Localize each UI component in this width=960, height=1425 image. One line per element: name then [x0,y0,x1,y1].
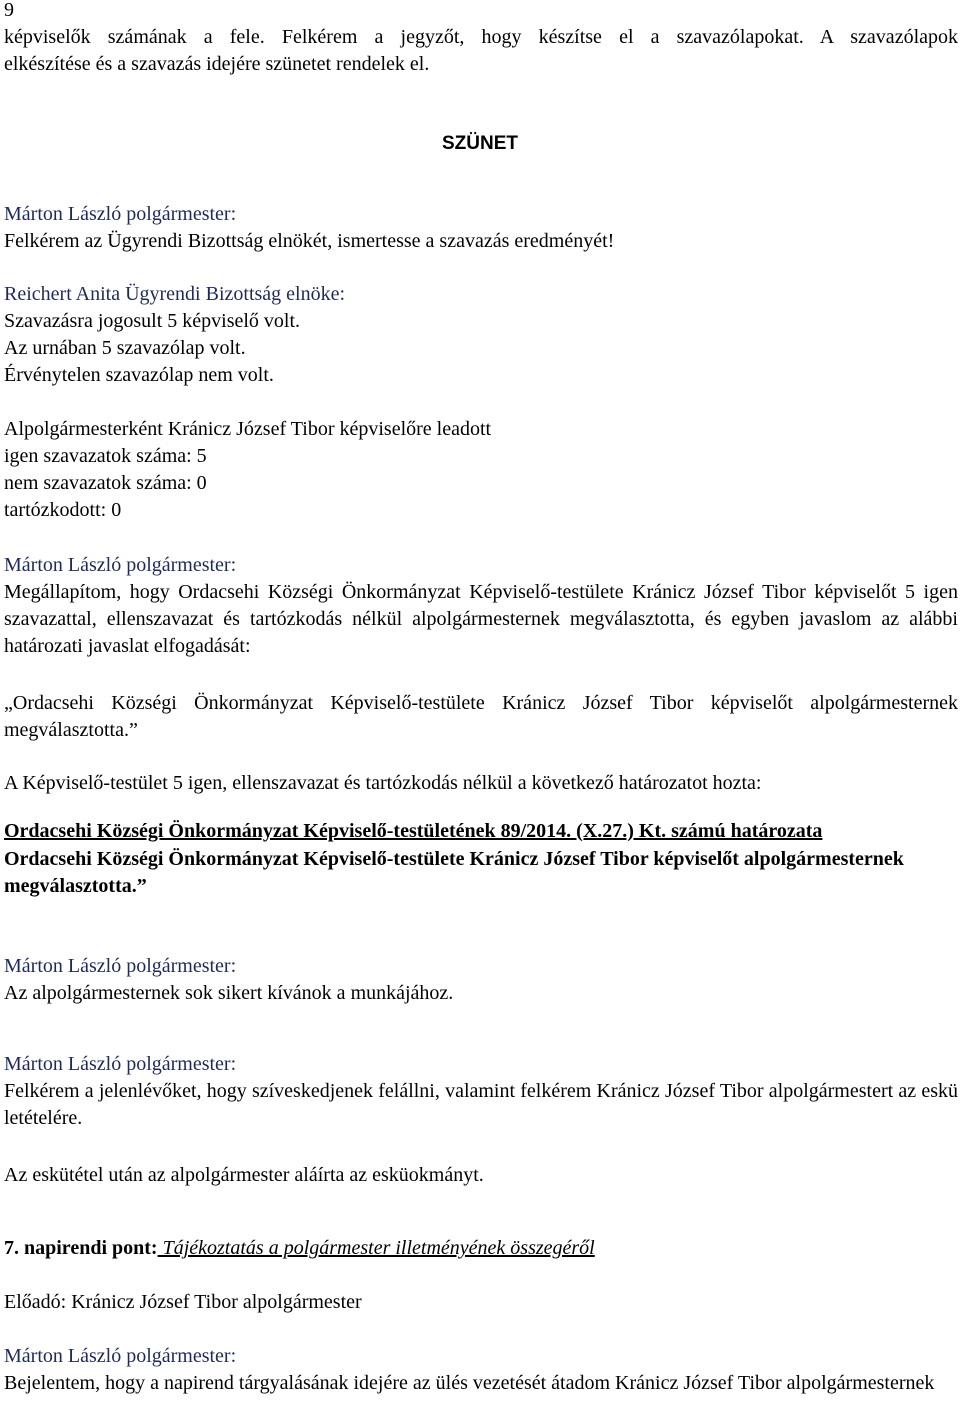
speaker3-text: Megállapítom, hogy Ordacsehi Községi Önkormányzat Képviselő-testülete Kránicz József Tibor képviselőt 5 igen szavazattal, ellenszavazat és tartózkodás nélkül alpolgármesternek megválasztotta, és egyben javaslom az alábbi határozati javaslat elfogadását: [4,581,958,657]
speaker1-text: Felkérem az Ügyrendi Bizottság elnökét, ismertesse a szavazás eredményét! [4,230,615,252]
intro-paragraph [4,24,958,78]
speaker2-name: Reichert Anita Ügyrendi Bizottság elnöke: [4,283,346,305]
presenter: Előadó: Kránicz József Tibor alpolgármester [4,1291,362,1313]
speaker2-line-1: Szavazásra jogosult 5 képviselő volt. [4,310,301,332]
vote-statement: A Képviselő-testület 5 igen, ellenszavazat és tartózkodás nélkül a következő határozatot hozta: [4,772,762,794]
vote-result-line-2: igen szavazatok száma: 5 [4,445,207,467]
vote-result-section [4,416,958,524]
speaker5-text: Felkérem a jelenlévőket, hogy szíveskedjenek felállni, valamint felkérem Kránicz József Tibor alpolgármestert az eskü letételére. [4,1080,958,1129]
intro-line-2: elkészítése és a szavazás idejére szünetet rendelek el. [4,53,430,75]
agenda-label: 7. napirendi pont: [4,1237,158,1259]
proposal-section [4,690,958,744]
speaker1-name: Márton László polgármester: [4,203,237,225]
speaker6-text: Bejelentem, hogy a napirend tárgyalásának idejére az ülés vezetését átadom Kránicz József Tibor alpolgármesternek [4,1372,935,1394]
agenda-section [4,1235,958,1262]
speaker1-section [4,201,958,255]
agenda-line [4,1235,958,1262]
resolution-section [4,818,958,900]
intro-line-1: képviselők számának a fele. Felkérem a jegyzőt, hogy készítse el a szavazólapokat. A szavazólapok [4,26,958,48]
speaker4-section [4,953,958,1007]
page-number: 9 [4,0,14,21]
speaker6-name: Márton László polgármester: [4,1345,237,1367]
speaker6-section [4,1343,958,1397]
speaker2-line-2: Az urnában 5 szavazólap volt. [4,337,246,359]
speaker4-name: Márton László polgármester: [4,955,237,977]
speaker3-name: Márton László polgármester: [4,554,237,576]
resolution-text: Ordacsehi Községi Önkormányzat Képviselő-testülete Kránicz József Tibor képviselőt alpolgármesternek megválasztotta.” [4,848,904,897]
vote-statement-section [4,770,958,797]
speaker3-section [4,552,958,660]
vote-result-line-4: tartózkodott: 0 [4,499,122,521]
speaker2-section [4,281,958,389]
proposal-text: „Ordacsehi Községi Önkormányzat Képviselő-testülete Kránicz József Tibor képviselőt alpolgármesternek megválasztotta.” [4,692,958,741]
break-heading: SZÜNET [442,133,518,154]
agenda-title: Tájékoztatás a polgármester illetményének összegéről [157,1237,595,1259]
speaker5-name: Márton László polgármester: [4,1053,237,1075]
speaker5-section [4,1051,958,1132]
oath-note-section [4,1162,958,1189]
vote-result-line-1: Alpolgármesterként Kránicz József Tibor képviselőre leadott [4,418,492,440]
oath-note: Az eskütétel után az alpolgármester aláírta az esküokmányt. [4,1164,484,1186]
speaker2-line-3: Érvénytelen szavazólap nem volt. [4,364,274,386]
presenter-section [4,1289,958,1316]
speaker4-text: Az alpolgármesternek sok sikert kívánok a munkájához. [4,982,454,1004]
resolution-title: Ordacsehi Községi Önkormányzat Képviselő-testületének 89/2014. (X.27.) Kt. számú határozata [4,820,823,842]
vote-result-line-3: nem szavazatok száma: 0 [4,472,207,494]
